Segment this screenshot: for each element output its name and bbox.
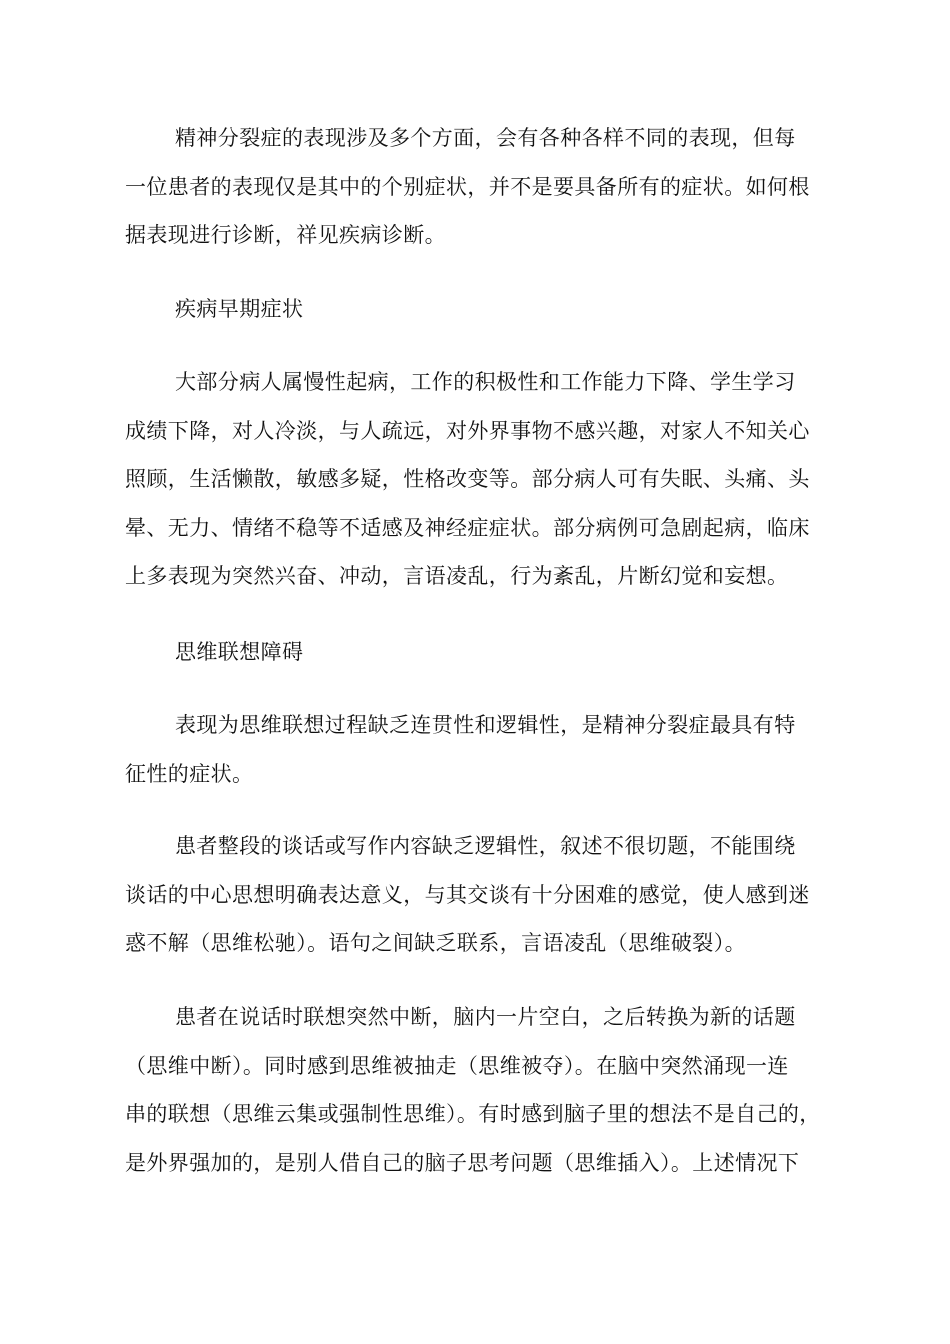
text-line: 精神分裂症的表现涉及多个方面，会有各种各样不同的表现，但每: [175, 126, 796, 150]
text-line: 征性的症状。: [125, 761, 254, 786]
text-line: 谈话的中心思想明确表达意义，与其交谈有十分困难的感觉，使人感到迷: [125, 882, 810, 907]
text-line: 是外界强加的，是别人借自己的脑子思考问题（思维插入）。上述情况下: [125, 1150, 800, 1175]
text-line: 患者整段的谈话或写作内容缺乏逻辑性，叙述不很切题，不能围绕: [175, 834, 796, 858]
text-line: 照顾，生活懒散，敏感多疑，性格改变等。部分病人可有失眠、头痛、头: [125, 467, 810, 491]
text-line: 据表现进行诊断，祥见疾病诊断。: [125, 223, 446, 247]
text-line: （思维中断）。同时感到思维被抽走（思维被夺）。在脑中突然涌现一连: [125, 1053, 789, 1078]
paragraph-intro: [125, 114, 843, 260]
text-line: 患者在说话时联想突然中断，脑内一片空白，之后转换为新的话题: [175, 1005, 796, 1029]
paragraph-loosening: [125, 822, 843, 968]
paragraph-thought-disorder-definition: [125, 701, 843, 798]
section-heading-early-symptoms: 疾病早期症状: [175, 297, 304, 321]
paragraph-thought-blocking: [125, 993, 843, 1187]
text-line: 惑不解（思维松驰）。语句之间缺乏联系，言语凌乱（思维破裂）。: [125, 931, 746, 955]
text-line: 串的联想（思维云集或强制性思维）。有时感到脑子里的想法不是自己的，: [125, 1102, 821, 1126]
text-line: 大部分病人属慢性起病，工作的积极性和工作能力下降、学生学习: [175, 370, 796, 394]
text-line: 一位患者的表现仅是其中的个别症状，并不是要具备所有的症状。如何根: [125, 174, 810, 199]
text-line: 上多表现为突然兴奋、冲动，言语凌乱，行为紊乱，片断幻觉和妄想。: [125, 564, 789, 588]
text-line: 表现为思维联想过程缺乏连贯性和逻辑性，是精神分裂症最具有特: [175, 713, 796, 737]
text-line: 晕、无力、情绪不稳等不适感及神经症症状。部分病例可急剧起病，临床: [125, 515, 810, 540]
text-line: 成绩下降，对人冷淡，与人疏远，对外界事物不感兴趣，对家人不知关心: [125, 418, 810, 443]
section-heading-thought-disorder: 思维联想障碍: [175, 640, 304, 664]
paragraph-early-symptoms: [125, 358, 843, 601]
